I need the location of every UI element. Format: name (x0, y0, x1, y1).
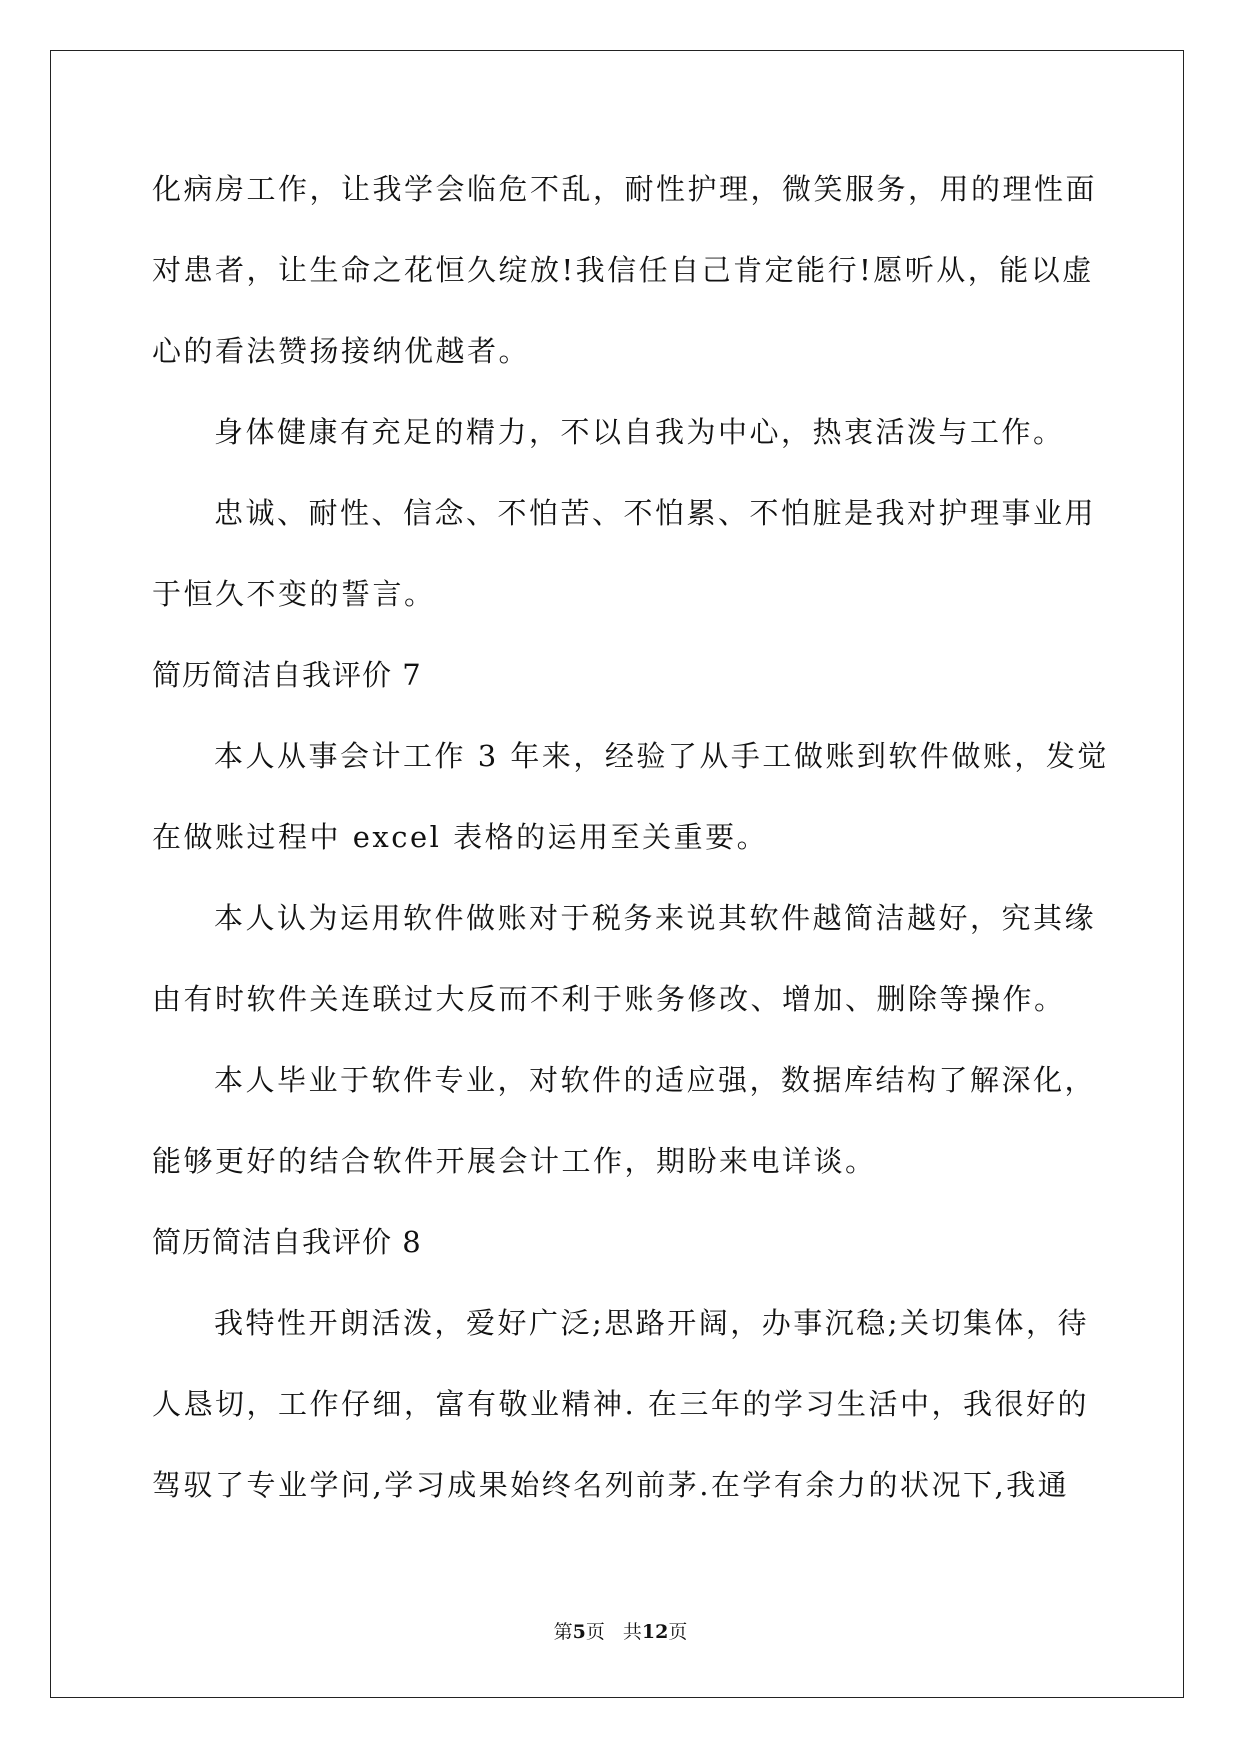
text-line: 能够更好的结合软件开展会计工作，期盼来电详谈。 (152, 1144, 877, 1178)
total-pages: 12 (641, 1621, 669, 1643)
section-heading-7: 简历简洁自我评价 7 (152, 658, 422, 692)
text-line: 于恒久不变的誓言。 (152, 577, 436, 611)
page-number: 5 (572, 1621, 586, 1643)
paragraph-first-line: 本人毕业于软件专业，对软件的适应强，数据库结构了解深化， (214, 1063, 1097, 1097)
page-prefix: 第 (553, 1621, 573, 1643)
text-line: 对患者，让生命之花恒久绽放!我信任自己肯定能行!愿听从，能以虚 (152, 253, 1094, 287)
page-footer (0, 1617, 1241, 1644)
paragraph-first-line: 忠诚、耐性、信念、不怕苦、不怕累、不怕脏是我对护理事业用 (214, 496, 1097, 530)
text-line: 心的看法赞扬接纳优越者。 (152, 334, 531, 368)
document-body (152, 160, 1109, 1537)
paragraph-first-line: 本人认为运用软件做账对于税务来说其软件越简洁越好，究其缘 (214, 901, 1097, 935)
paragraph-first-line: 我特性开朗活泼，爱好广泛;思路开阔，办事沉稳;关切集体，待 (214, 1306, 1090, 1340)
text-line: 人恳切，工作仔细，富有敬业精神. 在三年的学习生活中，我很好的 (152, 1387, 1089, 1421)
text-line: 由有时软件关连联过大反而不利于账务修改、增加、删除等操作。 (152, 982, 1066, 1016)
section-heading-8: 简历简洁自我评价 8 (152, 1225, 422, 1259)
paragraph-first-line: 本人从事会计工作 3 年来，经验了从手工做账到软件做账，发觉 (214, 739, 1109, 773)
total-suffix: 页 (668, 1621, 688, 1643)
text-line: 化病房工作，让我学会临危不乱，耐性护理，微笑服务，用的理性面 (152, 172, 1098, 206)
text-line: 驾驭了专业学问,学习成果始终名列前茅.在学有余力的状况下,我通 (152, 1468, 1070, 1502)
page-suffix: 页 (585, 1621, 605, 1643)
total-prefix: 共 (622, 1621, 642, 1643)
text-line: 在做账过程中 excel 表格的运用至关重要。 (152, 820, 769, 854)
paragraph-first-line: 身体健康有充足的精力，不以自我为中心，热衷活泼与工作。 (214, 415, 1065, 449)
